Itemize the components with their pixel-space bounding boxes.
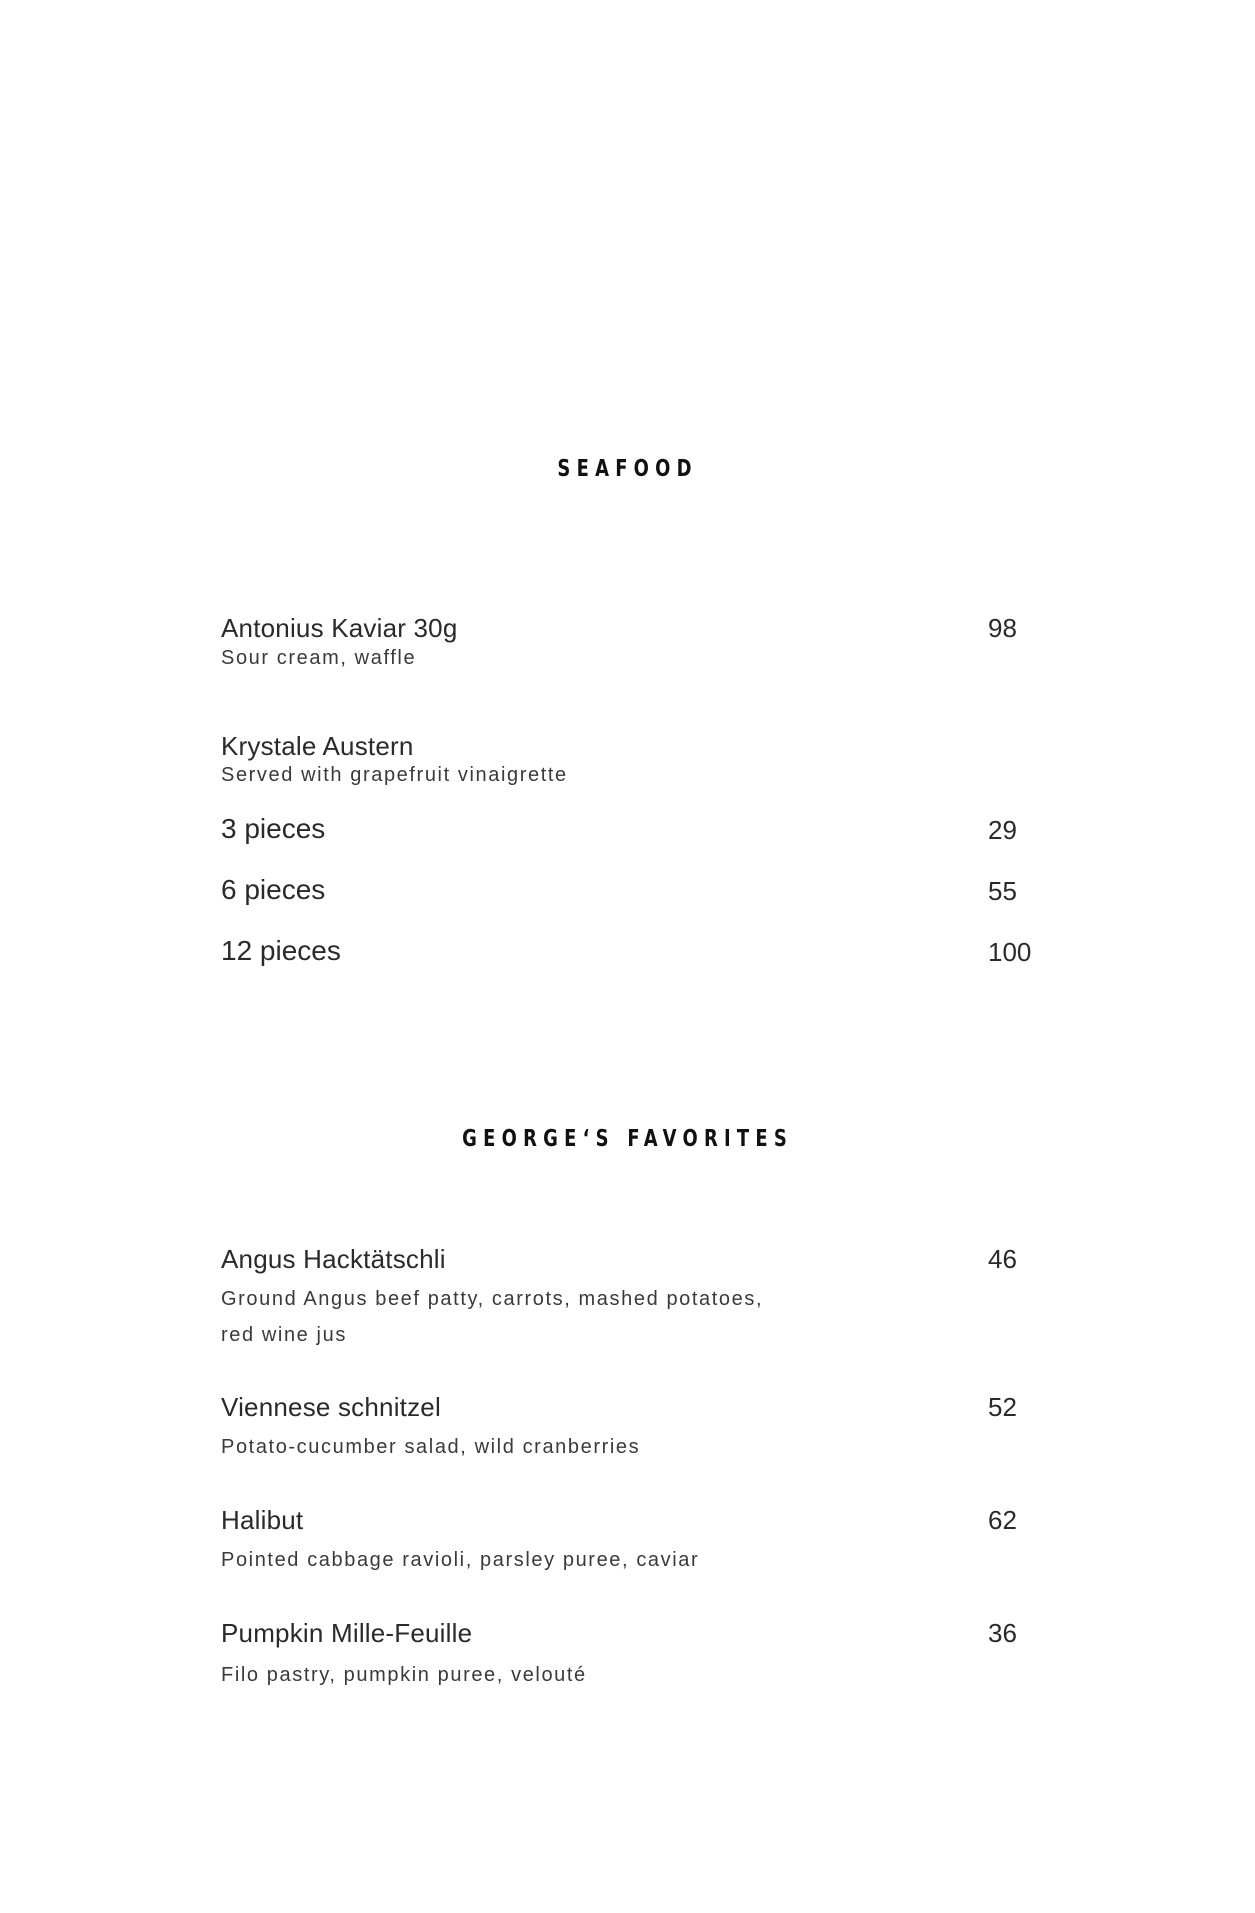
item-name: Halibut bbox=[221, 1505, 304, 1535]
item-description: Sour cream, waffle bbox=[221, 647, 417, 669]
item-name: Viennese schnitzel bbox=[221, 1392, 441, 1422]
item-name: Angus Hacktätschli bbox=[221, 1244, 446, 1274]
portion-price: 29 bbox=[988, 815, 1017, 845]
item-name: Krystale Austern bbox=[221, 731, 414, 761]
item-name: Antonius Kaviar 30g bbox=[221, 613, 458, 643]
item-description: Potato-cucumber salad, wild cranberries bbox=[221, 1436, 641, 1458]
item-description: Filo pastry, pumpkin puree, velouté bbox=[221, 1664, 587, 1686]
section-title-seafood: SEAFOOD bbox=[557, 456, 698, 482]
portion-label: 12 pieces bbox=[221, 935, 341, 966]
section-title-favorites: GEORGE‘S FAVORITES bbox=[462, 1126, 794, 1152]
item-price: 46 bbox=[988, 1244, 1017, 1274]
item-description: Served with grapefruit vinaigrette bbox=[221, 764, 568, 786]
portion-label: 6 pieces bbox=[221, 874, 326, 905]
item-price: 52 bbox=[988, 1392, 1017, 1422]
item-name: Pumpkin Mille-Feuille bbox=[221, 1618, 473, 1648]
item-price: 36 bbox=[988, 1618, 1017, 1648]
item-price: 62 bbox=[988, 1505, 1017, 1535]
item-description-line: Ground Angus beef patty, carrots, mashed potatoes, bbox=[221, 1288, 764, 1310]
item-description-line: red wine jus bbox=[221, 1324, 347, 1346]
item-price: 98 bbox=[988, 613, 1017, 643]
portion-price: 55 bbox=[988, 876, 1017, 906]
portion-label: 3 pieces bbox=[221, 813, 326, 844]
item-description: Pointed cabbage ravioli, parsley puree, caviar bbox=[221, 1549, 700, 1571]
portion-price: 100 bbox=[988, 937, 1032, 967]
